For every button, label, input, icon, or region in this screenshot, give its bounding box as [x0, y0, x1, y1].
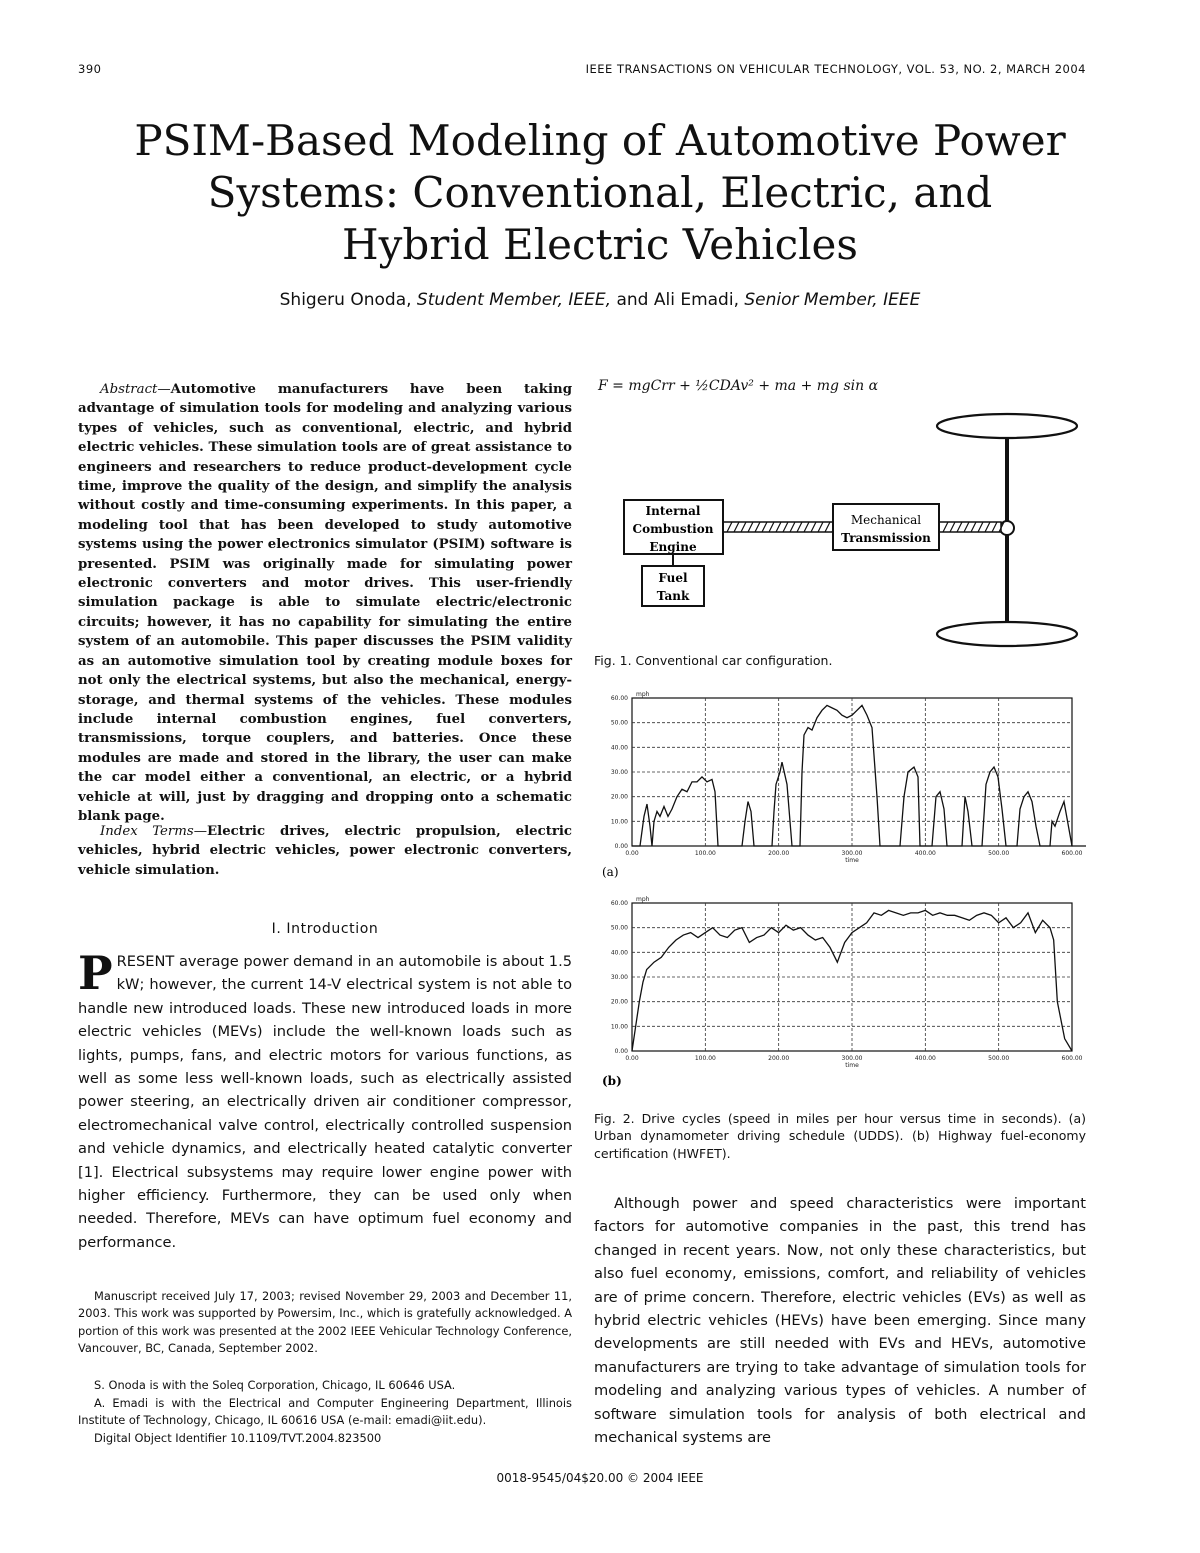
- footnote-doi: Digital Object Identifier 10.1109/TVT.2004.823500: [94, 1431, 382, 1445]
- author-line: [0, 290, 1200, 310]
- y-tick-label: 60.00: [610, 695, 628, 702]
- copyright-footer: 0018-9545/04$20.00 © 2004 IEEE: [496, 1471, 704, 1485]
- chart-b: [611, 896, 1083, 1069]
- author-name-1: Shigeru Onoda,: [279, 290, 412, 310]
- y-tick-label: 50.00: [610, 719, 628, 727]
- panel-a-label: (a): [602, 865, 619, 879]
- x-tick-label: 100.00: [694, 850, 716, 857]
- shaft-engine-transmission: [723, 522, 837, 532]
- running-header: IEEE TRANSACTIONS ON VEHICULAR TECHNOLOGY, VOL. 53, NO. 2, MARCH 2004: [585, 62, 1086, 76]
- x-tick-label: 300.00: [841, 850, 863, 857]
- chart-a: [611, 691, 1086, 864]
- intro-text: average power demand in an automobile is about 1.5 kW; however, the current 14-V electrical system is not able to handle new introduced loads. These new introduced loads in more electric vehicles (MEVs) include the well-known loads such as lights, pumps, fans, and electric motors for various functions, as well as some less well-known loads, such as electrically assisted power steering, an electrically driven air conditioner compressor, electromechanical valve control, electrically controlled suspension and vehicle dynamics, and electrically heated catalytic converter [1]. Electrical subsystems may require lower engine power with higher efficiency. Furthermore, they can be used only when needed. Therefore, MEVs can have optimum fuel economy and performance.: [78, 953, 572, 1251]
- x-axis-unit-label: time: [845, 1062, 859, 1069]
- y-tick-label: 50.00: [610, 924, 628, 932]
- y-tick-label: 0.00: [614, 843, 628, 850]
- front-wheel-icon: [937, 414, 1077, 438]
- figure-2-caption: Fig. 2. Drive cycles (speed in miles per hour versus time in seconds). (a) Urban dynamometer driving schedule (UDDS). (b) Highway fuel-economy certification (HWFET).: [594, 1111, 1086, 1161]
- x-tick-label: 100.00: [694, 1055, 716, 1062]
- fuel-tank-label-2: Tank: [656, 589, 690, 603]
- abstract-text: Automotive manufacturers have been taking advantage of simulation tools for modeling and analyzing various types of vehicles, such as conventional, electric, and hybrid electric vehicles. These simulation tools are of great assistance to engineers and researchers to reduce product-development cycle time, improve the quality of the design, and simplify the analysis without costly and time-consuming experiments. In this paper, a modeling tool that has been developed to study automotive systems using the power electronics simulator (PSIM) software is presented. PSIM was originally made for simulating power electronic converters and motor drives. This user-friendly simulation package is able to simulate electric/electronic circuits; however, it has no capability for simulating the entire system of an automobile. This paper discusses the PSIM validity as an automotive simulation tool by creating module boxes for not only the electrical systems, but also the mechanical, energy-storage, and thermal systems of the vehicles. These modules include internal combustion engines, fuel converters, transmissions, torque couplers, and batteries. Once these modules are made and stored in the library, the user can make the car model either a conventional, an electric, or a hybrid vehicle at will, just by dragging and dropping onto a schematic blank page.: [78, 382, 572, 824]
- y-tick-label: 20.00: [610, 998, 628, 1006]
- engine-label-2: Combustion: [632, 522, 714, 536]
- index-terms-text: Electric drives, electric propulsion, electric vehicles, hybrid electric vehicles, power electronic converters, vehicle simulation.: [78, 824, 573, 878]
- introduction-paragraph: [78, 946, 572, 1254]
- x-tick-label: 200.00: [768, 1055, 790, 1062]
- figure-2-charts: [594, 690, 1086, 1090]
- section-heading-introduction: I. Introduction: [271, 921, 379, 937]
- transmission-label-1: Mechanical: [850, 513, 922, 527]
- y-tick-label: 40.00: [610, 949, 628, 957]
- drop-cap: P: [78, 946, 113, 1000]
- differential-joint: [1000, 521, 1014, 535]
- title-line-3: Hybrid Electric Vehicles: [342, 220, 858, 269]
- engine-label-1: Internal: [645, 504, 701, 518]
- page-number: 390: [78, 62, 102, 76]
- x-tick-label: 500.00: [988, 850, 1010, 857]
- footnote-onoda: S. Onoda is with the Soleq Corporation, Chicago, IL 60646 USA.: [94, 1378, 456, 1392]
- axis-legend-label: mph: [636, 896, 650, 903]
- footnote-manuscript: Manuscript received July 17, 2003; revised November 29, 2003 and December 11, 2003. This work was supported by Powersim, Inc., which is gratefully acknowledged. A portion of this work was presented at the 2002 IEEE Vehicular Technology Conference, Vancouver, BC, Canada, September 2002.: [78, 1289, 572, 1356]
- paper-title: [0, 115, 1200, 271]
- x-tick-label: 0.00: [625, 850, 639, 857]
- rear-wheel-icon: [937, 622, 1077, 646]
- force-equation: F = mgCrr + ½CDAv² + ma + mg sin α: [598, 378, 879, 394]
- title-line-1: PSIM-Based Modeling of Automotive Power: [134, 116, 1066, 165]
- x-tick-label: 0.00: [625, 1055, 639, 1062]
- panel-b-label: (b): [602, 1074, 622, 1088]
- x-tick-label: 400.00: [914, 1055, 936, 1062]
- author-connector: and: [616, 290, 649, 310]
- y-tick-label: 40.00: [610, 744, 628, 752]
- x-tick-label: 600.00: [1061, 850, 1083, 857]
- author-name-2: Ali Emadi,: [653, 290, 739, 310]
- intro-first-word: RESENT: [116, 953, 175, 970]
- abstract-label: Abstract—: [100, 382, 171, 397]
- transmission-label-2: Transmission: [841, 531, 931, 545]
- x-tick-label: 600.00: [1061, 1055, 1083, 1062]
- figure-1-diagram: [594, 410, 1094, 650]
- author-role-2: Senior Member, IEEE: [744, 290, 921, 310]
- y-tick-label: 30.00: [610, 769, 628, 776]
- shaft-transmission-axle: [939, 522, 1004, 532]
- author-role-1: Student Member, IEEE,: [416, 290, 612, 310]
- x-tick-label: 500.00: [988, 1055, 1010, 1062]
- engine-label-3: Engine: [649, 540, 697, 554]
- index-terms-label: Index Terms—: [100, 824, 208, 839]
- x-tick-label: 300.00: [841, 1055, 863, 1062]
- figure-1-caption: Fig. 1. Conventional car configuration.: [594, 653, 833, 668]
- y-tick-label: 30.00: [610, 974, 628, 981]
- x-tick-label: 200.00: [768, 850, 790, 857]
- body-paragraph-right: Although power and speed characteristics were important factors for automotive companies in the past, this trend has changed in recent years. Now, not only these characteristics, but also fuel economy, emissions, comfort, and reliability of vehicles are of prime concern. Therefore, electric vehicles (EVs) as well as hybrid electric vehicles (HEVs) have been emerging. Since many developments are still needed with EVs and HEVs, automotive manufacturers are trying to take advantage of simulation tools for modeling and analyzing various types of vehicles. A number of software simulation tools for analysis of both electrical and mechanical systems are: [594, 1195, 1086, 1447]
- fuel-tank-label-1: Fuel: [658, 571, 688, 585]
- y-tick-label: 10.00: [610, 818, 628, 826]
- axis-legend-label: mph: [636, 691, 650, 698]
- title-line-2: Systems: Conventional, Electric, and: [207, 168, 993, 217]
- abstract: [78, 380, 572, 826]
- y-tick-label: 10.00: [610, 1023, 628, 1031]
- y-tick-label: 60.00: [610, 900, 628, 907]
- y-tick-label: 20.00: [610, 793, 628, 801]
- index-terms: [78, 822, 572, 880]
- y-tick-label: 0.00: [614, 1048, 628, 1055]
- x-axis-unit-label: time: [845, 857, 859, 864]
- x-tick-label: 400.00: [914, 850, 936, 857]
- series-line: [632, 705, 1086, 846]
- footnote-emadi: A. Emadi is with the Electrical and Computer Engineering Department, Illinois Institute of Technology, Chicago, IL 60616 USA (e-mail: emadi@iit.edu).: [78, 1396, 572, 1428]
